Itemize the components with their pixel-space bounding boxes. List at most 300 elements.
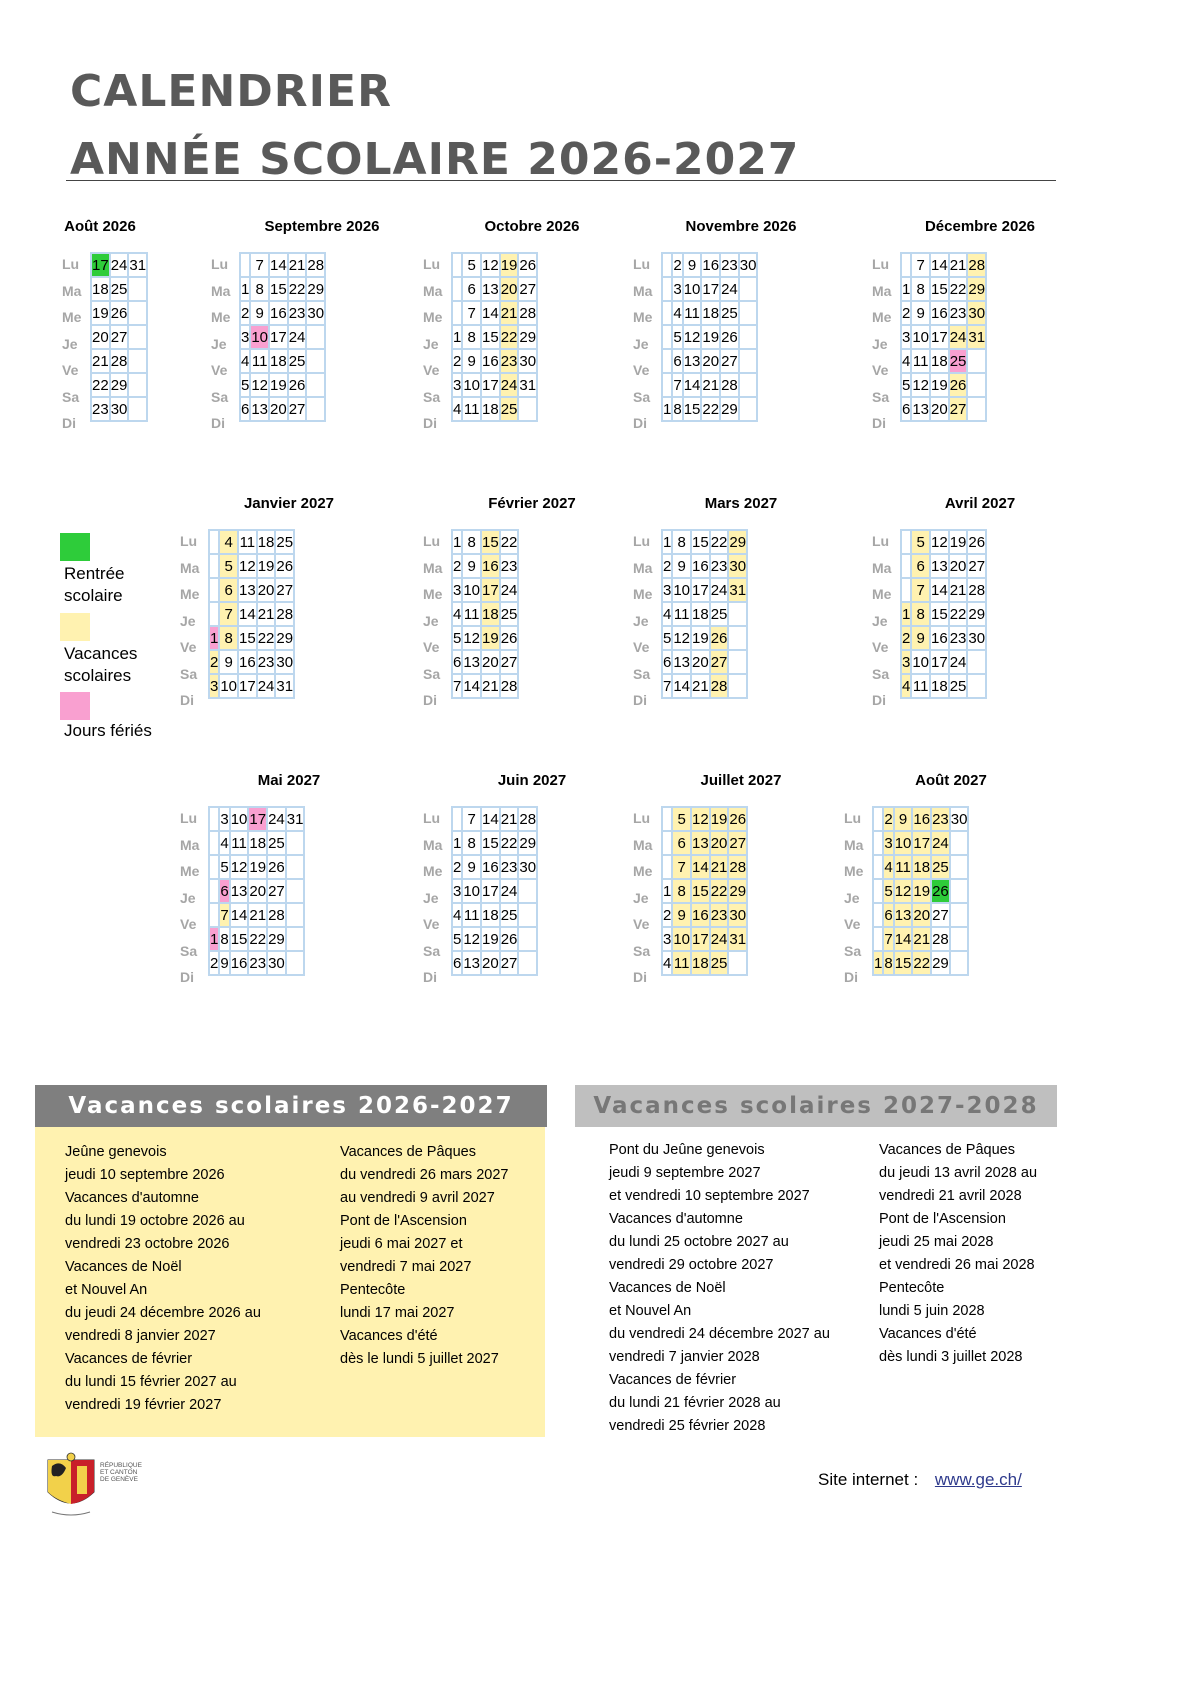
vacation-line: vendredi 29 octobre 2027 bbox=[609, 1257, 774, 1273]
day-cell: 24 bbox=[949, 325, 968, 349]
empty-cell bbox=[286, 855, 305, 879]
empty-cell bbox=[739, 373, 758, 397]
empty-cell bbox=[662, 831, 672, 855]
vacation-line: et Nouvel An bbox=[65, 1282, 148, 1298]
day-cell: 13 bbox=[238, 578, 257, 602]
day-cell: 2 bbox=[452, 554, 462, 578]
day-cell: 12 bbox=[250, 373, 269, 397]
day-cell: 23 bbox=[500, 855, 519, 879]
day-cell: 11 bbox=[462, 602, 481, 626]
month-name: Novembre 2026 bbox=[685, 218, 797, 235]
day-cell: 29 bbox=[720, 397, 739, 421]
month-grid bbox=[90, 252, 148, 422]
month-grid bbox=[900, 252, 987, 422]
day-cell: 20 bbox=[701, 349, 720, 373]
day-cell: 27 bbox=[500, 650, 519, 674]
day-cell: 25 bbox=[720, 301, 739, 325]
day-cell: 16 bbox=[912, 807, 931, 831]
day-cell: 10 bbox=[894, 831, 913, 855]
day-cell: 16 bbox=[481, 855, 500, 879]
day-cell: 14 bbox=[238, 602, 257, 626]
day-cell: 4 bbox=[662, 951, 672, 975]
day-cell: 26 bbox=[710, 626, 729, 650]
panel-current-col2 bbox=[340, 1141, 508, 1371]
day-cell: 22 bbox=[500, 530, 519, 554]
empty-cell bbox=[901, 530, 911, 554]
day-cell: 15 bbox=[683, 397, 702, 421]
day-cell: 27 bbox=[967, 554, 986, 578]
month-grid bbox=[661, 529, 748, 699]
month-name: Juin 2027 bbox=[497, 772, 567, 789]
day-cell: 14 bbox=[481, 301, 500, 325]
day-cell: 16 bbox=[691, 554, 710, 578]
day-cell: 24 bbox=[267, 807, 286, 831]
vacation-line: Vacances de Pâques bbox=[340, 1144, 476, 1160]
day-label: Ve bbox=[423, 639, 440, 655]
day-label: Sa bbox=[180, 665, 198, 682]
day-label: Sa bbox=[423, 942, 441, 959]
day-label: Je bbox=[872, 335, 888, 352]
day-cell: 18 bbox=[257, 530, 276, 554]
day-cell: 8 bbox=[219, 626, 238, 650]
day-cell: 20 bbox=[248, 879, 267, 903]
empty-cell bbox=[518, 397, 537, 421]
day-cell: 24 bbox=[720, 277, 739, 301]
day-cell: 22 bbox=[949, 602, 968, 626]
empty-cell bbox=[873, 927, 883, 951]
day-cell: 28 bbox=[967, 253, 986, 277]
empty-cell bbox=[950, 831, 969, 855]
day-cell: 14 bbox=[269, 253, 288, 277]
day-cell: 14 bbox=[894, 927, 913, 951]
day-label: Ma bbox=[423, 836, 443, 853]
empty-cell bbox=[209, 879, 219, 903]
day-label: Lu bbox=[872, 533, 890, 549]
day-cell: 29 bbox=[931, 951, 950, 975]
day-cell: 24 bbox=[710, 578, 729, 602]
panel-next-col2 bbox=[879, 1139, 1037, 1369]
day-cell: 20 bbox=[710, 831, 729, 855]
day-cell: 15 bbox=[481, 831, 500, 855]
day-label: Ve bbox=[633, 362, 650, 378]
day-label: Ma bbox=[211, 282, 231, 299]
day-cell: 5 bbox=[662, 626, 672, 650]
day-cell: 17 bbox=[930, 650, 949, 674]
day-cell: 12 bbox=[481, 253, 500, 277]
empty-cell bbox=[967, 650, 986, 674]
day-cell: 12 bbox=[930, 530, 949, 554]
day-label: Me bbox=[633, 863, 653, 879]
month-grid bbox=[208, 806, 305, 976]
day-cell: 27 bbox=[518, 277, 537, 301]
day-cell: 11 bbox=[672, 602, 691, 626]
day-cell: 2 bbox=[662, 554, 672, 578]
day-cell: 18 bbox=[691, 951, 710, 975]
day-cell: 15 bbox=[481, 325, 500, 349]
day-cell: 6 bbox=[452, 650, 462, 674]
day-cell: 26 bbox=[288, 373, 307, 397]
day-cell: 25 bbox=[931, 855, 950, 879]
day-cell: 21 bbox=[691, 674, 710, 698]
day-cell: 12 bbox=[238, 554, 257, 578]
day-cell: 22 bbox=[701, 397, 720, 421]
day-cell: 26 bbox=[949, 373, 968, 397]
day-cell: 12 bbox=[230, 855, 249, 879]
day-cell: 23 bbox=[949, 301, 968, 325]
month-name: Février 2027 bbox=[488, 495, 576, 512]
day-cell: 30 bbox=[518, 855, 537, 879]
day-cell: 1 bbox=[452, 831, 462, 855]
day-cell: 15 bbox=[894, 951, 913, 975]
day-label: Lu bbox=[211, 256, 229, 272]
vacation-line: du lundi 21 février 2028 au bbox=[609, 1395, 781, 1411]
day-cell: 27 bbox=[728, 831, 747, 855]
vacation-line: jeudi 10 septembre 2026 bbox=[65, 1167, 225, 1183]
day-cell: 1 bbox=[662, 530, 672, 554]
vacation-line: et vendredi 26 mai 2028 bbox=[879, 1257, 1035, 1273]
empty-cell bbox=[452, 277, 462, 301]
vacation-line: vendredi 19 février 2027 bbox=[65, 1397, 222, 1413]
site-link[interactable]: www.ge.ch/ bbox=[934, 1470, 1022, 1489]
day-cell: 21 bbox=[949, 578, 968, 602]
day-cell: 18 bbox=[701, 301, 720, 325]
day-cell: 24 bbox=[500, 373, 519, 397]
empty-cell bbox=[286, 879, 305, 903]
day-cell: 5 bbox=[219, 554, 238, 578]
day-cell: 6 bbox=[219, 879, 229, 903]
day-cell: 17 bbox=[691, 578, 710, 602]
day-label: Ve bbox=[180, 639, 197, 655]
vacation-line: jeudi 6 mai 2027 et bbox=[340, 1236, 463, 1252]
day-cell: 9 bbox=[219, 951, 229, 975]
day-label: Di bbox=[423, 692, 437, 708]
day-cell: 7 bbox=[219, 903, 229, 927]
day-cell: 25 bbox=[500, 602, 519, 626]
day-cell: 20 bbox=[257, 578, 276, 602]
day-cell: 3 bbox=[240, 325, 250, 349]
empty-cell bbox=[306, 349, 325, 373]
month-grid bbox=[451, 252, 538, 422]
day-label: Ma bbox=[844, 836, 864, 853]
day-cell: 16 bbox=[481, 554, 500, 578]
day-label: Lu bbox=[62, 256, 80, 272]
day-cell: 20 bbox=[481, 951, 500, 975]
day-cell: 29 bbox=[967, 602, 986, 626]
empty-cell bbox=[873, 807, 883, 831]
vacation-line: au vendredi 9 avril 2027 bbox=[340, 1190, 495, 1206]
vacation-line: du jeudi 13 avril 2028 au bbox=[879, 1165, 1038, 1181]
day-cell: 9 bbox=[672, 903, 691, 927]
day-cell: 2 bbox=[240, 301, 250, 325]
legend-feries-swatch bbox=[60, 692, 90, 720]
day-cell: 16 bbox=[691, 903, 710, 927]
day-cell: 2 bbox=[883, 807, 893, 831]
day-label: Lu bbox=[180, 810, 198, 826]
vacation-line: Vacances de février bbox=[65, 1351, 193, 1367]
day-label: Je bbox=[633, 889, 649, 906]
day-cell: 31 bbox=[967, 325, 986, 349]
logo-text-3: DE GENÈVE bbox=[100, 1476, 138, 1483]
day-label: Je bbox=[633, 335, 649, 352]
empty-cell bbox=[209, 530, 219, 554]
vacation-line: du vendredi 24 décembre 2027 au bbox=[609, 1326, 830, 1342]
month-name: Septembre 2026 bbox=[264, 218, 380, 235]
day-cell: 31 bbox=[518, 373, 537, 397]
day-cell: 15 bbox=[691, 530, 710, 554]
day-cell: 20 bbox=[691, 650, 710, 674]
vacation-line: et vendredi 10 septembre 2027 bbox=[609, 1188, 810, 1204]
day-cell: 14 bbox=[230, 903, 249, 927]
day-label: Lu bbox=[844, 810, 862, 826]
day-cell: 3 bbox=[883, 831, 893, 855]
empty-cell bbox=[518, 951, 537, 975]
day-cell: 3 bbox=[901, 325, 911, 349]
empty-cell bbox=[739, 349, 758, 373]
day-label: Lu bbox=[633, 533, 651, 549]
day-cell: 23 bbox=[257, 650, 276, 674]
day-cell: 8 bbox=[672, 879, 691, 903]
day-label: Me bbox=[423, 586, 443, 602]
day-cell: 5 bbox=[452, 626, 462, 650]
day-cell: 19 bbox=[91, 301, 110, 325]
day-cell: 26 bbox=[728, 807, 747, 831]
day-label: Sa bbox=[872, 388, 890, 405]
logo-text-1: RÉPUBLIQUE bbox=[100, 1462, 142, 1469]
empty-cell bbox=[739, 277, 758, 301]
title-rule bbox=[66, 180, 1056, 181]
day-cell: 7 bbox=[662, 674, 672, 698]
empty-cell bbox=[901, 253, 911, 277]
day-cell: 19 bbox=[930, 373, 949, 397]
day-label: Me bbox=[180, 863, 200, 879]
day-cell: 28 bbox=[518, 301, 537, 325]
vacation-line: vendredi 23 octobre 2026 bbox=[65, 1236, 230, 1252]
day-cell: 16 bbox=[238, 650, 257, 674]
day-cell: 19 bbox=[257, 554, 276, 578]
empty-cell bbox=[967, 397, 986, 421]
empty-cell bbox=[306, 397, 325, 421]
day-cell: 28 bbox=[518, 807, 537, 831]
day-cell: 23 bbox=[500, 554, 519, 578]
day-cell: 7 bbox=[452, 674, 462, 698]
day-cell: 14 bbox=[672, 674, 691, 698]
day-cell: 18 bbox=[930, 674, 949, 698]
day-cell: 12 bbox=[911, 373, 930, 397]
day-label: Lu bbox=[633, 810, 651, 826]
day-cell: 15 bbox=[930, 602, 949, 626]
month-name: Août 2026 bbox=[64, 218, 136, 235]
day-cell: 11 bbox=[462, 903, 481, 927]
day-cell: 19 bbox=[710, 807, 729, 831]
day-label: Ma bbox=[62, 282, 82, 299]
day-cell: 2 bbox=[662, 903, 672, 927]
empty-cell bbox=[128, 325, 147, 349]
day-cell: 8 bbox=[462, 831, 481, 855]
vacation-line: Pentecôte bbox=[340, 1282, 406, 1298]
day-cell: 14 bbox=[930, 578, 949, 602]
day-cell: 3 bbox=[662, 927, 672, 951]
day-cell: 29 bbox=[728, 530, 747, 554]
day-cell: 6 bbox=[911, 554, 930, 578]
vacation-line: Vacances d'automne bbox=[65, 1190, 199, 1206]
empty-cell bbox=[662, 253, 672, 277]
day-label: Ve bbox=[872, 639, 889, 655]
vacation-line: Vacances d'été bbox=[879, 1326, 977, 1342]
day-label: Me bbox=[872, 309, 892, 325]
day-cell: 4 bbox=[662, 602, 672, 626]
day-cell: 11 bbox=[672, 951, 691, 975]
day-cell: 6 bbox=[883, 903, 893, 927]
empty-cell bbox=[128, 349, 147, 373]
day-cell: 8 bbox=[250, 277, 269, 301]
day-label: Ve bbox=[62, 362, 79, 378]
day-cell: 9 bbox=[219, 650, 238, 674]
empty-cell bbox=[209, 554, 219, 578]
month-grid bbox=[661, 806, 748, 976]
day-cell: 13 bbox=[250, 397, 269, 421]
month-grid bbox=[208, 529, 295, 699]
day-cell: 28 bbox=[306, 253, 325, 277]
vacation-line: du lundi 19 octobre 2026 au bbox=[65, 1213, 245, 1229]
empty-cell bbox=[286, 903, 305, 927]
day-cell: 25 bbox=[267, 831, 286, 855]
day-cell: 17 bbox=[481, 373, 500, 397]
day-cell: 13 bbox=[691, 831, 710, 855]
day-cell: 28 bbox=[967, 578, 986, 602]
day-cell: 16 bbox=[481, 349, 500, 373]
day-cell: 25 bbox=[275, 530, 294, 554]
empty-cell bbox=[662, 855, 672, 879]
empty-cell bbox=[967, 674, 986, 698]
day-label: Di bbox=[872, 415, 886, 431]
empty-cell bbox=[728, 674, 747, 698]
day-cell: 5 bbox=[672, 807, 691, 831]
day-cell: 5 bbox=[883, 879, 893, 903]
day-label: Ma bbox=[633, 282, 653, 299]
day-label: Di bbox=[62, 415, 76, 431]
day-cell: 24 bbox=[931, 831, 950, 855]
day-cell: 3 bbox=[452, 879, 462, 903]
day-cell: 11 bbox=[911, 349, 930, 373]
day-cell: 31 bbox=[275, 674, 294, 698]
empty-cell bbox=[306, 325, 325, 349]
day-cell: 8 bbox=[672, 530, 691, 554]
day-cell: 22 bbox=[248, 927, 267, 951]
day-cell: 26 bbox=[518, 253, 537, 277]
day-cell: 27 bbox=[288, 397, 307, 421]
day-cell: 26 bbox=[967, 530, 986, 554]
day-cell: 16 bbox=[701, 253, 720, 277]
day-cell: 10 bbox=[462, 879, 481, 903]
site-footer bbox=[818, 1470, 1022, 1490]
day-cell: 12 bbox=[672, 626, 691, 650]
day-label: Ma bbox=[180, 836, 200, 853]
day-cell: 16 bbox=[269, 301, 288, 325]
day-cell: 10 bbox=[250, 325, 269, 349]
day-label: Je bbox=[180, 889, 196, 906]
empty-cell bbox=[209, 831, 219, 855]
legend-rentree-swatch bbox=[60, 533, 90, 561]
day-cell: 23 bbox=[288, 301, 307, 325]
day-cell: 13 bbox=[462, 951, 481, 975]
day-cell: 8 bbox=[672, 397, 682, 421]
day-cell: 15 bbox=[481, 530, 500, 554]
day-cell: 22 bbox=[500, 325, 519, 349]
day-cell: 17 bbox=[930, 325, 949, 349]
day-cell: 5 bbox=[452, 927, 462, 951]
day-cell: 10 bbox=[230, 807, 249, 831]
day-label: Di bbox=[423, 415, 437, 431]
vacation-line: lundi 5 juin 2028 bbox=[879, 1303, 985, 1319]
day-cell: 19 bbox=[691, 626, 710, 650]
day-label: Ma bbox=[633, 836, 653, 853]
day-cell: 14 bbox=[481, 807, 500, 831]
day-cell: 22 bbox=[91, 373, 110, 397]
day-cell: 25 bbox=[710, 951, 729, 975]
empty-cell bbox=[662, 807, 672, 831]
day-label: Je bbox=[62, 335, 78, 352]
day-label: Sa bbox=[633, 665, 651, 682]
day-cell: 11 bbox=[238, 530, 257, 554]
day-cell: 5 bbox=[911, 530, 930, 554]
vacation-line: lundi 17 mai 2027 bbox=[340, 1305, 455, 1321]
day-cell: 29 bbox=[275, 626, 294, 650]
month-name: Avril 2027 bbox=[944, 495, 1016, 512]
month-grid bbox=[661, 252, 758, 422]
day-label: Sa bbox=[423, 388, 441, 405]
day-label: Je bbox=[633, 612, 649, 629]
day-cell: 1 bbox=[209, 626, 219, 650]
day-cell: 27 bbox=[500, 951, 519, 975]
day-cell: 30 bbox=[728, 903, 747, 927]
day-cell: 21 bbox=[248, 903, 267, 927]
day-cell: 13 bbox=[481, 277, 500, 301]
day-cell: 29 bbox=[267, 927, 286, 951]
month-grid bbox=[451, 806, 538, 976]
day-cell: 17 bbox=[91, 253, 110, 277]
day-cell: 25 bbox=[710, 602, 729, 626]
day-label: Je bbox=[423, 612, 439, 629]
day-cell: 6 bbox=[672, 831, 691, 855]
empty-cell bbox=[452, 807, 462, 831]
day-cell: 19 bbox=[949, 530, 968, 554]
day-cell: 29 bbox=[728, 879, 747, 903]
day-label: Ve bbox=[211, 362, 228, 378]
day-label: Sa bbox=[211, 388, 229, 405]
day-label: Sa bbox=[633, 942, 651, 959]
month-grid bbox=[872, 806, 969, 976]
day-cell: 18 bbox=[691, 602, 710, 626]
vacation-line: Vacances de Noël bbox=[65, 1259, 182, 1275]
day-cell: 29 bbox=[110, 373, 129, 397]
day-label: Di bbox=[180, 692, 194, 708]
empty-cell bbox=[967, 349, 986, 373]
month-name: Mai 2027 bbox=[257, 772, 321, 789]
vacation-line: jeudi 9 septembre 2027 bbox=[609, 1165, 761, 1181]
day-cell: 1 bbox=[209, 927, 219, 951]
day-cell: 12 bbox=[462, 626, 481, 650]
day-cell: 26 bbox=[267, 855, 286, 879]
day-cell: 8 bbox=[219, 927, 229, 951]
day-label: Je bbox=[211, 335, 227, 352]
day-cell: 26 bbox=[500, 927, 519, 951]
panel-next-col1 bbox=[609, 1139, 830, 1438]
vacation-line: vendredi 7 mai 2027 bbox=[340, 1259, 472, 1275]
day-label: Sa bbox=[844, 942, 862, 959]
vacation-line: Vacances d'été bbox=[340, 1328, 438, 1344]
day-cell: 7 bbox=[219, 602, 238, 626]
day-cell: 24 bbox=[288, 325, 307, 349]
